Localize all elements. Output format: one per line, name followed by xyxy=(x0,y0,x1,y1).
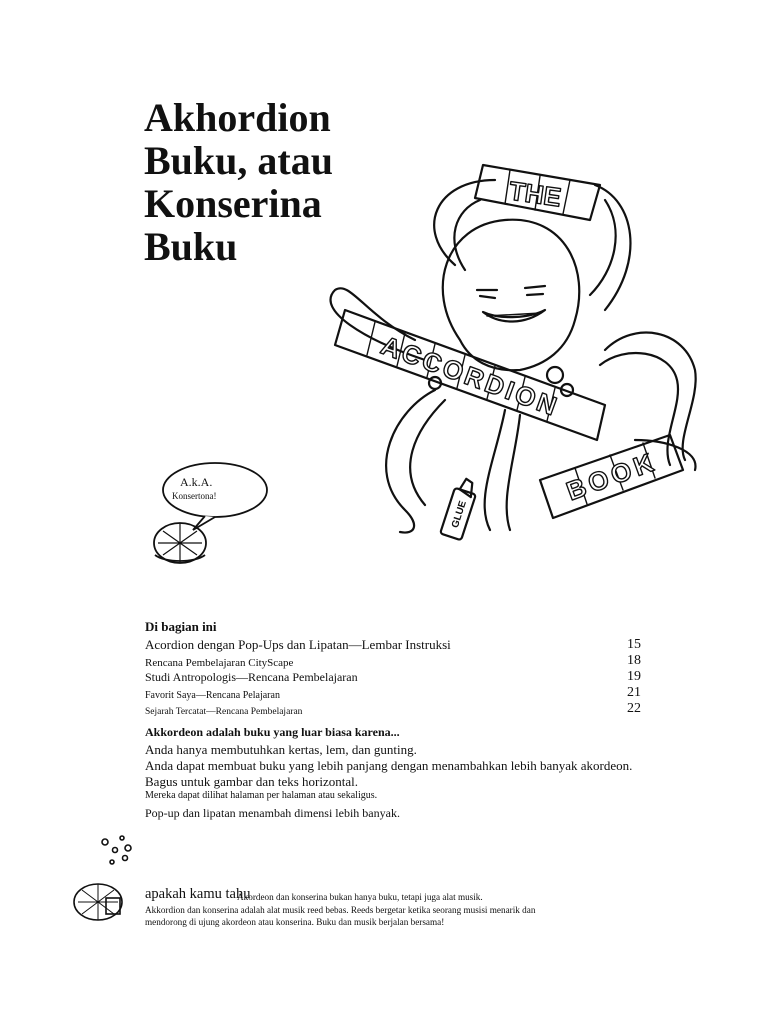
did-you-know-line: Akkordion dan konserina adalah alat musik reed bebas. Reeds bergetar ketika seorang musisi menarik dan xyxy=(145,905,536,915)
speech-bubble-line-2: Konsertona! xyxy=(172,491,217,501)
speech-bubble xyxy=(163,463,267,517)
toc-page: 15 xyxy=(627,637,641,652)
toc-page: 22 xyxy=(627,701,641,716)
reason-line: Pop-up dan lipatan menambah dimensi lebih banyak. xyxy=(145,806,400,820)
toc-page: 19 xyxy=(627,669,641,684)
speech-bubble-line-1: A.k.A. xyxy=(180,475,213,489)
toc-title: Rencana Pembelajaran CityScape xyxy=(145,657,294,669)
toc-title: Studi Antropologis—Rencana Pembelajaran xyxy=(145,670,358,684)
reason-line: Bagus untuk gambar dan teks horizontal. xyxy=(145,774,359,789)
sea-urchin-icon xyxy=(154,523,206,563)
title-line-1: Akhordion xyxy=(144,95,331,140)
reason-line: Anda dapat membuat buku yang lebih panjang dengan menambahkan lebih banyak akordeon. xyxy=(145,758,633,773)
banner-text-book: BOOK xyxy=(562,445,661,507)
title-line-4: Buku xyxy=(144,224,238,269)
section-heading: Di bagian ini xyxy=(145,619,217,634)
toc-row xyxy=(145,637,641,653)
toc-title: Sejarah Tercatat—Rencana Pembelajaran xyxy=(145,707,303,717)
toc-row xyxy=(145,701,641,717)
toc-title: Acordion dengan Pop-Ups dan Lipatan—Lembar Instruksi xyxy=(145,637,451,652)
did-you-know-heading: apakah kamu tahu xyxy=(145,886,251,902)
did-you-know-line: mendorong di ujung akordeon atau konserina. Buku dan musik berjalan bersama! xyxy=(145,917,445,927)
title-line-3: Konserina xyxy=(144,181,322,226)
reason-line: Mereka dapat dilihat halaman per halaman atau sekaligus. xyxy=(145,790,378,801)
toc-page: 18 xyxy=(627,653,641,668)
did-you-know-line: Akordeon dan konserina bukan hanya buku, tetapi juga alat musik. xyxy=(237,892,483,902)
toc-row xyxy=(145,653,641,669)
toc-page: 21 xyxy=(627,685,641,700)
banner-text-accordion: ACCORDION xyxy=(377,329,564,423)
reasons-lead: Akkordeon adalah buku yang luar biasa karena... xyxy=(145,725,400,739)
sea-urchin-speech-illustration xyxy=(145,455,285,575)
sea-urchin-reading-illustration xyxy=(70,830,150,930)
reason-line: Anda hanya membutuhkan kertas, lem, dan gunting. xyxy=(145,742,417,757)
banner-text-the: THE xyxy=(507,175,563,213)
title-line-2: Buku, atau xyxy=(144,138,333,183)
toc-title: Favorit Saya—Rencana Pelajaran xyxy=(145,690,280,701)
octopus-accordion-illustration xyxy=(305,140,715,575)
toc-row xyxy=(145,669,641,685)
toc-row xyxy=(145,685,641,701)
glue-label: GLUE xyxy=(449,499,469,530)
